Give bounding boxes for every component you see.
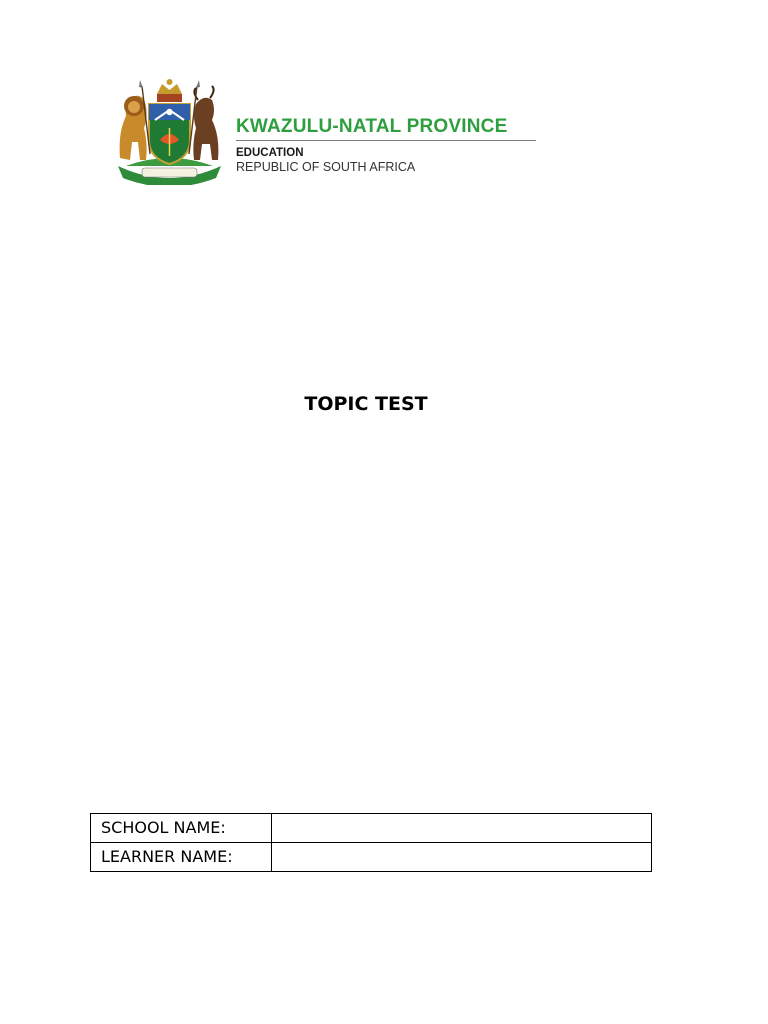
document-header bbox=[112, 70, 552, 190]
school-name-field[interactable] bbox=[272, 814, 652, 843]
coat-of-arms-icon bbox=[112, 70, 227, 185]
province-name: KWAZULU-NATAL PROVINCE bbox=[236, 116, 508, 137]
school-name-label: SCHOOL NAME: bbox=[91, 814, 272, 843]
learner-info-table bbox=[90, 813, 652, 872]
header-divider bbox=[236, 140, 536, 141]
table-row bbox=[91, 814, 652, 843]
department-block bbox=[236, 116, 536, 175]
learner-name-label: LEARNER NAME: bbox=[91, 843, 272, 872]
page-title: TOPIC TEST bbox=[304, 393, 428, 415]
country-name: REPUBLIC OF SOUTH AFRICA bbox=[236, 160, 416, 174]
table-row bbox=[91, 843, 652, 872]
department-name: EDUCATION bbox=[236, 147, 304, 159]
learner-name-field[interactable] bbox=[272, 843, 652, 872]
